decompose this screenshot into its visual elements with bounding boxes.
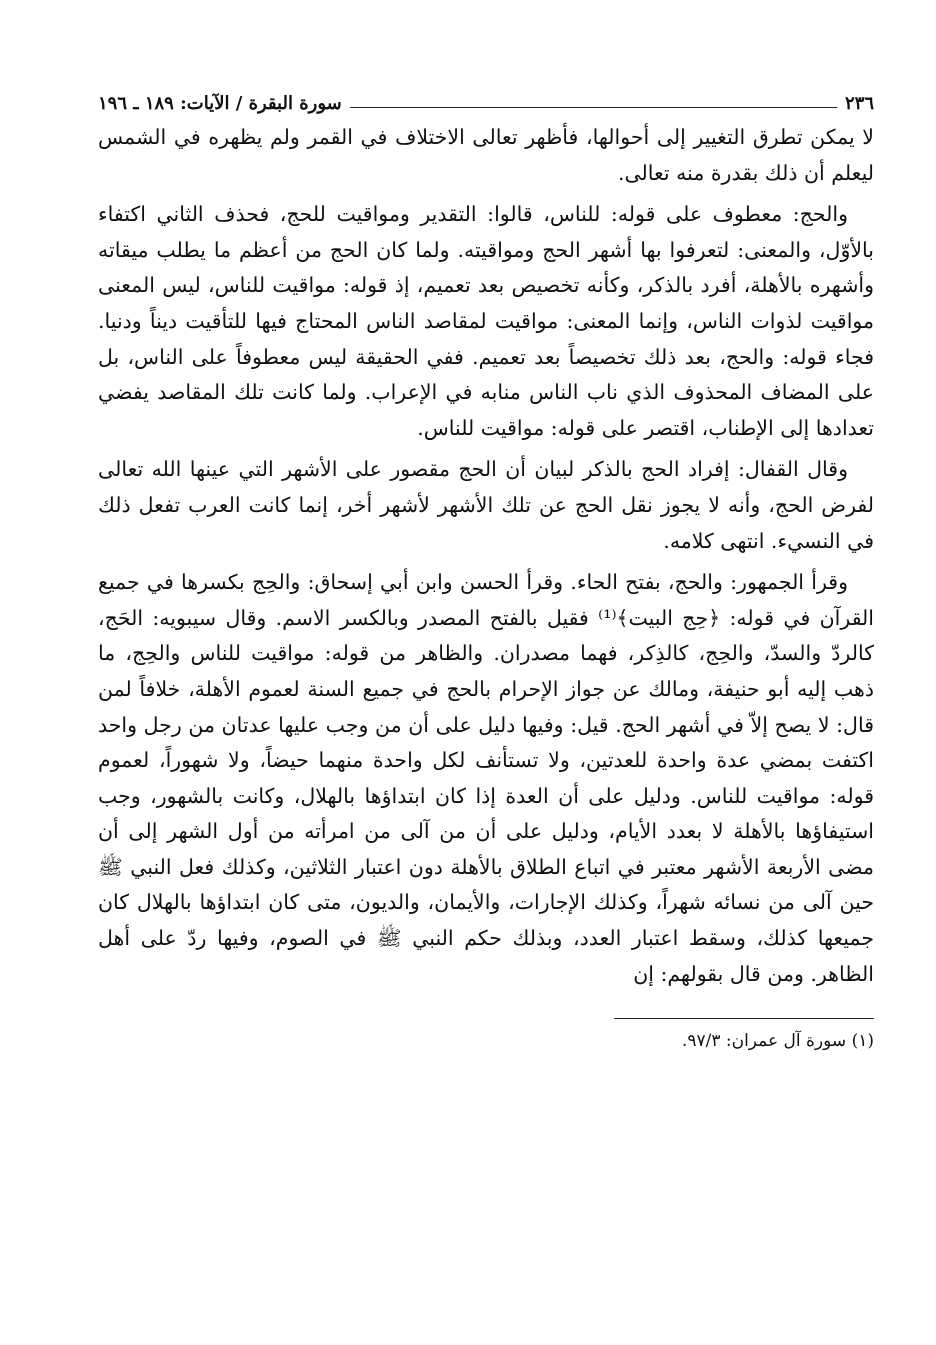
- paragraph: وقال القفال: إفراد الحج بالذكر لبيان أن الحج مقصور على الأشهر التي عينها الله تعالى لفرض الحج، وأنه لا يجوز نقل الحج عن تلك الأشهر لأشهر أخر، إنما كانت العرب تفعل ذلك في النسيء. انتهى كلامه.: [98, 457, 874, 553]
- paragraph: لا يمكن تطرق التغيير إلى أحوالها، فأظهر تعالى الاختلاف في القمر ولم يظهره في الشمس ليعلم أن ذلك بقدرة منه تعالى.: [98, 125, 874, 185]
- page-number: ٢٣٦: [844, 93, 874, 114]
- body-text: [98, 120, 874, 992]
- chapter-title: سورة البقرة / الآيات: ١٨٩ ـ ١٩٦: [98, 93, 342, 114]
- footnote-rule: [614, 1018, 874, 1019]
- footnote: (١) سورة آل عمران: ٩٧/٣.: [681, 1031, 874, 1052]
- header-rule: [350, 107, 837, 108]
- paragraph: وقرأ الجمهور: والحج، بفتح الحاء. وقرأ الحسن وابن أبي إسحاق: والحِج بكسرها في جميع القرآن في قوله: ﴿حِج البيت﴾⁽¹⁾ فقيل بالفتح المصدر وبالكسر الاسم. وقال سيبويه: الحَج، كالردّ والسدّ، والحِج، كالذِكر، فهما مصدران. والظاهر من قوله: مواقيت للناس والحِج، ما ذهب إليه أبو حنيفة، ومالك عن جواز الإحرام بالحج في جميع السنة لعموم الأهلة، خلافاً لمن قال: لا يصح إلاّ في أشهر الحج. قيل: وفيها دليل على أن من وجب عليها عدتان من رجل واحد اكتفت بمضي عدة واحدة للعدتين، ولا تستأنف لكل واحدة منهما حيضاً، ولا شهوراً، لعموم قوله: مواقيت للناس. ودليل على أن العدة إذا كان ابتداؤها بالهلال، وكانت بالشهور، وجب استيفاؤها بالأهلة لا بعدد الأيام، ودليل على أن من آلى من امرأته من أول الشهر إلى أن مضى الأربعة الأشهر معتبر في اتباع الطلاق بالأهلة دون اعتبار الثلاثين، وكذلك فعل النبي ﷺ حين آلى من نسائه شهراً، وكذلك الإجارات، والأيمان، والديون، متى كان ابتداؤها بالهلال كان جميعها كذلك، وسقط اعتبار العدد، وبذلك حكم النبي ﷺ في الصوم، وفيها ردّ على أهل الظاهر. ومن قال بقولهم: إن: [98, 570, 874, 986]
- paragraph: والحج: معطوف على قوله: للناس، قالوا: التقدير ومواقيت للحج، فحذف الثاني اكتفاء بالأوّل، والمعنى: لتعرفوا بها أشهر الحج ومواقيته. ولما كان الحج من أعظم ما يطلب ميقاته وأشهره بالأهلة، أفرد بالذكر، وكأنه تخصيص بعد تعميم، إذ قوله: مواقيت للناس، ليس المعنى مواقيت لذوات الناس، وإنما المعنى: مواقيت لمقاصد الناس المحتاج فيها للتأقيت ديناً ودنيا. فجاء قوله: والحج، بعد ذلك تخصيصاً بعد تعميم. ففي الحقيقة ليس معطوفاً على الناس، بل على المضاف المحذوف الذي ناب الناس منابه في الإعراب. ولما كانت تلك المقاصد يفضي تعدادها إلى الإطناب، اقتصر على قوله: مواقيت للناس.: [98, 202, 874, 440]
- running-header: [98, 80, 874, 114]
